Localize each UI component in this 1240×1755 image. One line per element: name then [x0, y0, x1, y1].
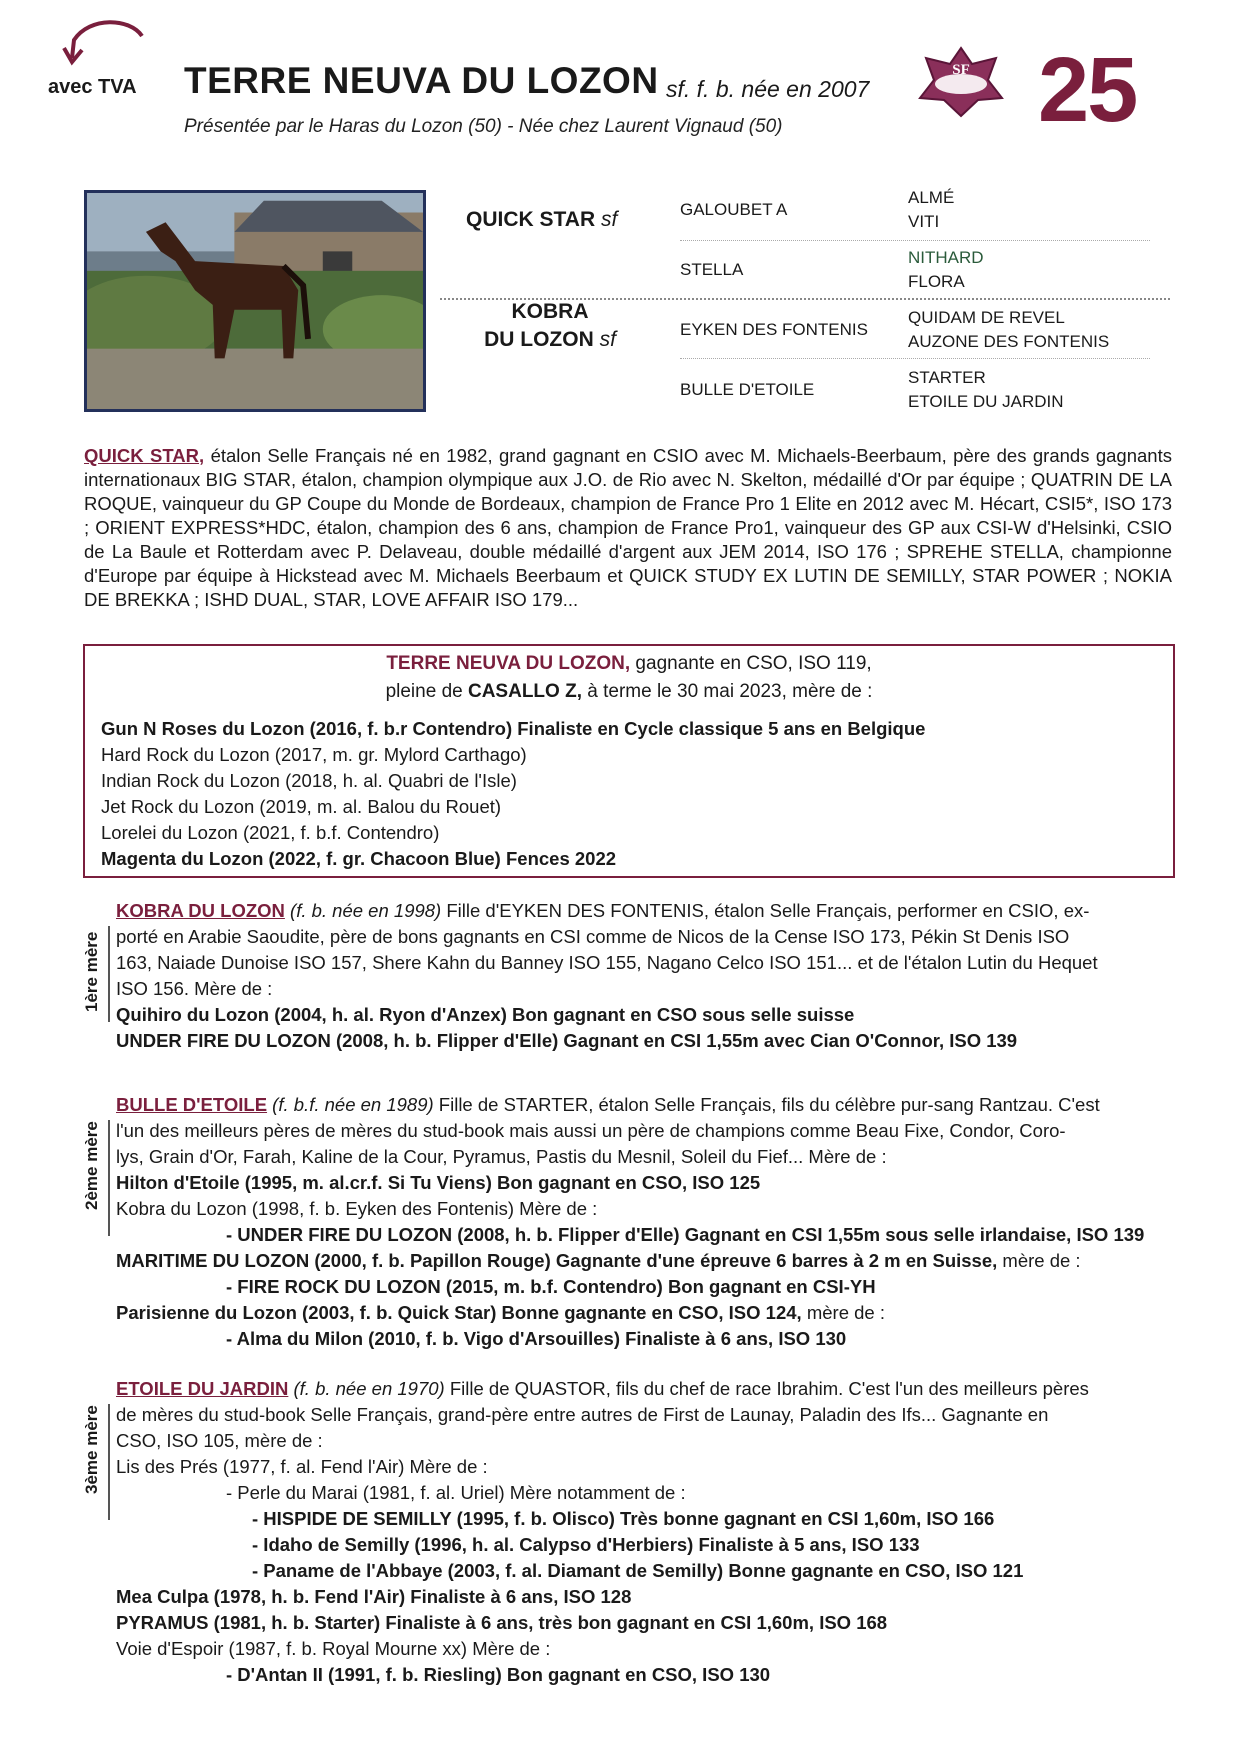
dam-studbook: sf: [599, 328, 616, 351]
summary-horse-name: TERRE NEUVA DU LOZON,: [386, 653, 631, 674]
third-dam-great-grand-offspring: - HISPIDE DE SEMILLY (1995, f. b. Olisco) Très bonne gagnant en CSI 1,60m, ISO 166: [252, 1508, 995, 1529]
second-dam-text: Fille de STARTER, étalon Selle Français, fils du célèbre pur-sang Rantzau. C'est: [433, 1094, 1100, 1115]
first-dam-name: KOBRA DU LOZON: [116, 900, 285, 921]
third-dam-grand-offspring: - Perle du Marai (1981, f. al. Uriel) Mère notamment de :: [226, 1482, 686, 1503]
generation-label-1: 1ère mère: [82, 931, 101, 1012]
ggp-4: FLORA: [908, 272, 965, 291]
third-dam-text: Fille de QUASTOR, fils du chef de race Ibrahim. C'est l'un des meilleurs pères: [444, 1378, 1089, 1399]
second-dam-offspring: Parisienne du Lozon (2003, f. b. Quick Star) Bonne gagnante en CSO, ISO 124,: [116, 1302, 802, 1323]
dam-name-line1: KOBRA: [511, 300, 589, 323]
third-dam-offspring: Mea Culpa (1978, h. b. Fend l'Air) Finaliste à 6 ans, ISO 128: [116, 1586, 632, 1607]
second-dam-meta: (f. b.f. née en 1989): [267, 1094, 434, 1115]
selle-francais-logo: [918, 46, 1004, 118]
bracket: [108, 1404, 110, 1520]
offspring-item: Hard Rock du Lozon (2017, m. gr. Mylord Carthago): [101, 744, 527, 765]
third-dam-offspring: Voie d'Espoir (1987, f. b. Royal Mourne xx) Mère de :: [116, 1638, 551, 1659]
second-dam-text: lys, Grain d'Or, Farah, Kaline de la Cour, Pyramus, Pastis du Mesnil, Soleil du Fief... Mère de :: [116, 1146, 887, 1167]
first-dam-text: ISO 156. Mère de :: [116, 978, 273, 999]
ggp-8: ETOILE DU JARDIN: [908, 392, 1064, 411]
second-dam-grand-offspring: - UNDER FIRE DU LOZON (2008, h. b. Flipper d'Elle) Gagnant en CSI 1,55m sous selle irlandaise, ISO 139: [226, 1224, 1145, 1245]
pedigree-table: [440, 188, 1172, 414]
sire-description: [84, 444, 1172, 612]
third-dam-great-grand-offspring: - Paname de l'Abbaye (2003, f. al. Diamant de Semilly) Bonne gagnante en CSO, ISO 121: [252, 1560, 1024, 1581]
second-dam-offspring: Kobra du Lozon (1998, f. b. Eyken des Fontenis) Mère de :: [116, 1198, 598, 1219]
curved-arrow-icon: [60, 14, 150, 74]
first-dam-block: [116, 898, 1174, 1054]
third-dam-great-grand-offspring: - Idaho de Semilly (1996, h. al. Calypso d'Herbiers) Finaliste à 5 ans, ISO 133: [252, 1534, 920, 1555]
page-header: [0, 0, 1240, 160]
lot-number: 25: [1038, 39, 1137, 141]
second-dam-offspring-suffix: mère de :: [801, 1302, 885, 1323]
third-dam-grand-offspring: - D'Antan II (1991, f. b. Riesling) Bon gagnant en CSO, ISO 130: [226, 1664, 771, 1685]
generation-label-2: 2ème mère: [82, 1121, 101, 1210]
third-dam-offspring: Lis des Prés (1977, f. al. Fend l'Air) Mère de :: [116, 1456, 488, 1477]
divider: [440, 298, 1170, 300]
third-dam-offspring: PYRAMUS (1981, h. b. Starter) Finaliste à 6 ans, très bon gagnant en CSI 1,60m, ISO 168: [116, 1612, 888, 1633]
summary-performance: gagnante en CSO, ISO 119,: [630, 653, 872, 674]
presented-by: Présentée par le Haras du Lozon (50) - Née chez Laurent Vignaud (50): [184, 116, 783, 137]
offspring-item: Gun N Roses du Lozon (2016, f. b.r Contendro) Finaliste en Cycle classique 5 ans en Belgique: [101, 718, 926, 739]
third-dam-block: [116, 1376, 1174, 1688]
dam-name-line2: DU LOZON: [484, 328, 594, 351]
sire-description-text: étalon Selle Français né en 1982, grand gagnant en CSIO avec M. Michaels-Beerbaum, père des grands gagnants internationaux BIG STAR, étalon, champion olympique aux J.O. de Rio avec N. Skelton, médaillé d'Or par équipe ; QUATRIN DE LA ROQUE, vainqueur du GP Coupe du Monde de Bordeaux, champion de France Pro 1 Elite en 2012 avec M. Hécart, CSI5*, ISO 173 ; ORIENT EXPRESS*HDC, étalon, champion des 6 ans, champion de France Pro1, vainqueur des GP aux CSI-W d'Helsinki, CSIO de La Baule et Rotterdam avec P. Delaveau, double médaillé d'argent aux JEM 2014, ISO 176 ; SPREHE STELLA, championne d'Europe par équipe à Hickstead avec M. Michaels Beerbaum et QUICK STUDY EX LUTIN DE SEMILLY, STAR POWER ; NOKIA DE BREKKA ; ISHD DUAL, STAR, LOVE AFFAIR ISO 179...: [84, 445, 1172, 610]
granddam-2: BULLE D'ETOILE: [680, 380, 815, 399]
second-dam-name: BULLE D'ETOILE: [116, 1094, 268, 1115]
divider: [680, 240, 1150, 241]
ggp-7: STARTER: [908, 368, 986, 387]
first-dam-text: Fille d'EYKEN DES FONTENIS, étalon Selle Français, performer en CSIO, ex-: [441, 900, 1090, 921]
second-dam-text: l'un des meilleurs pères de mères du stud-book mais aussi un père de champions comme Beau Fixe, Condor, Coro-: [116, 1120, 1066, 1141]
third-dam-name: ETOILE DU JARDIN: [116, 1378, 289, 1399]
grandsire-1: GALOUBET A: [680, 200, 788, 219]
horse-meta: sf. f. b. née en 2007: [666, 76, 870, 102]
second-dam-offspring: MARITIME DU LOZON (2000, f. b. Papillon Rouge) Gagnante d'une épreuve 6 barres à 2 m en Suisse,: [116, 1250, 998, 1271]
tva-label: avec TVA: [48, 76, 137, 98]
offspring-item: Magenta du Lozon (2022, f. gr. Chacoon Blue) Fences 2022: [101, 848, 617, 869]
summary-in-foal-prefix: pleine de: [385, 681, 468, 702]
offspring-item: Indian Rock du Lozon (2018, h. al. Quabri de l'Isle): [101, 770, 517, 791]
offspring-item: Lorelei du Lozon (2021, f. b.f. Contendro): [101, 822, 440, 843]
sire: [466, 208, 617, 232]
ggp-5: QUIDAM DE REVEL: [908, 308, 1065, 327]
first-dam-text: 163, Naiade Dunoise ISO 157, Shere Kahn du Banney ISO 155, Nagano Celco ISO 151... et de l'étalon Lutin du Hequet: [116, 952, 1098, 973]
first-dam-offspring: UNDER FIRE DU LOZON (2008, h. b. Flipper d'Elle) Gagnant en CSI 1,55m avec Cian O'Connor, ISO 139: [116, 1030, 1018, 1051]
summary-in-foal-stallion: CASALLO Z,: [467, 681, 582, 702]
ggp-1: ALMÉ: [908, 188, 955, 207]
generation-label-3: 3ème mère: [82, 1405, 101, 1494]
third-dam-meta: (f. b. née en 1970): [288, 1378, 445, 1399]
offspring-item: Jet Rock du Lozon (2019, m. al. Balou du Rouet): [101, 796, 502, 817]
first-dam-text: porté en Arabie Saoudite, père de bons gagnants en CSI comme de Nicos de la Cense ISO 173, Pékin St Denis ISO: [116, 926, 1070, 947]
horse-summary-box: [83, 644, 1175, 878]
svg-text:SF: SF: [952, 62, 970, 78]
summary-due-date: à terme le 30 mai 2023, mère de :: [581, 681, 873, 702]
second-dam-grand-offspring: - Alma du Milon (2010, f. b. Vigo d'Arsouilles) Finaliste à 6 ans, ISO 130: [226, 1328, 847, 1349]
grandsire-2: EYKEN DES FONTENIS: [680, 320, 868, 339]
ggp-3: NITHARD: [908, 248, 984, 267]
horse-name: TERRE NEUVA DU LOZON: [184, 60, 659, 101]
divider: [680, 358, 1150, 359]
bracket: [108, 1120, 110, 1236]
third-dam-text: CSO, ISO 105, mère de :: [116, 1430, 323, 1451]
first-dam-meta: (f. b. née en 1998): [284, 900, 442, 921]
ggp-6: AUZONE DES FONTENIS: [908, 332, 1110, 351]
ggp-2: VITI: [908, 212, 940, 231]
second-dam-offspring: Hilton d'Etoile (1995, m. al.cr.f. Si Tu Viens) Bon gagnant en CSO, ISO 125: [116, 1172, 761, 1193]
bracket: [108, 926, 110, 1022]
third-dam-text: de mères du stud-book Selle Français, grand-père entre autres de First de Launay, Paladin des Ifs... Gagnante en: [116, 1404, 1049, 1425]
second-dam-grand-offspring: - FIRE ROCK DU LOZON (2015, m. b.f. Contendro) Bon gagnant en CSI-YH: [226, 1276, 876, 1297]
granddam-1: STELLA: [680, 260, 744, 279]
sire-name: QUICK STAR: [466, 208, 596, 231]
offspring-list: [101, 716, 925, 872]
dam: [480, 298, 620, 354]
summary-line-2: [85, 678, 1173, 706]
second-dam-block: [116, 1092, 1174, 1352]
horse-photo: [84, 190, 426, 412]
summary-line-1: [85, 650, 1173, 678]
sire-heading: QUICK STAR,: [84, 445, 205, 466]
second-dam-offspring-suffix: mère de :: [997, 1250, 1081, 1271]
first-dam-offspring: Quihiro du Lozon (2004, h. al. Ryon d'Anzex) Bon gagnant en CSO sous selle suisse: [116, 1004, 855, 1025]
sire-studbook: sf: [600, 208, 618, 231]
